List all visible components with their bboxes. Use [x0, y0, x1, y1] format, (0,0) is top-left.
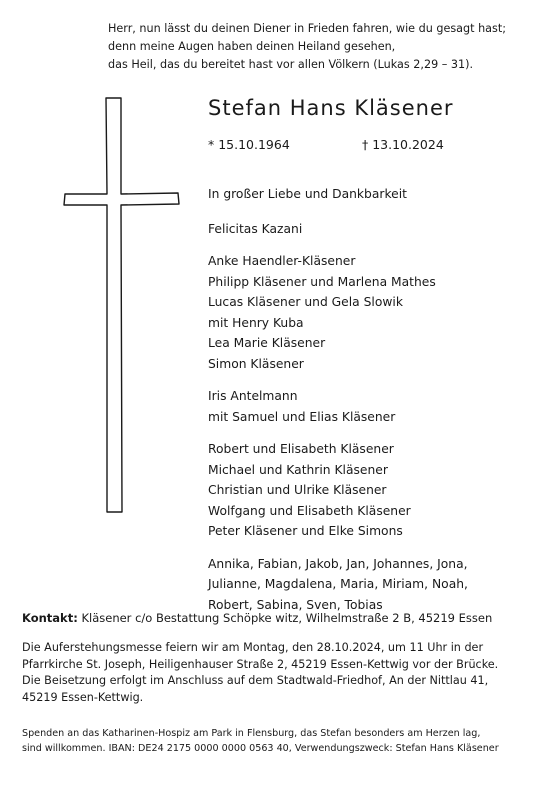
mourner-line: Iris Antelmann [208, 389, 298, 403]
donation-line: Spenden an das Katharinen-Hospiz am Park in Flensburg, das Stefan besonders am Herzen lag, [22, 728, 481, 739]
verse-line-3: das Heil, das du bereitet hast vor allen Völkern (Lukas 2,29 – 31). [108, 58, 474, 71]
mourner-line: mit Henry Kuba [208, 315, 304, 330]
mourner-line: Robert und Elisabeth Kläsener [208, 442, 394, 456]
contact-text: Kläsener c/o Bestattung Schöpke witz, Wilhelmstraße 2 B, 45219 Essen [77, 611, 493, 625]
mourner-line: Christian und Ulrike Kläsener [208, 483, 387, 497]
mourner-line: Wolfgang und Elisabeth Kläsener [208, 503, 411, 518]
mourner-line: Simon Kläsener [208, 356, 304, 371]
service-line: 45219 Essen-Kettwig. [22, 690, 144, 704]
mourner-line: Peter Kläsener und Elke Simons [208, 524, 403, 538]
donation-info [22, 727, 542, 756]
mourner-line: Julianne, Magdalena, Maria, Miriam, Noah, [208, 577, 468, 591]
mourner-line: Lea Marie Kläsener [208, 336, 326, 350]
mourner-group [208, 386, 538, 427]
mourner-group [208, 219, 538, 240]
bible-verse [108, 20, 528, 74]
service-info [22, 640, 542, 706]
cross-icon [62, 96, 182, 516]
donation-line: sind willkommen. IBAN: DE24 2175 0000 0000 0563 40, Verwendungszweck: Stefan Hans Kläsener [22, 742, 499, 754]
mourner-line: Lucas Kläsener und Gela Slowik [208, 295, 403, 309]
mourner-line: Felicitas Kazani [208, 221, 303, 236]
mourner-line: Anke Haendler-Kläsener [208, 254, 356, 268]
contact-label: Kontakt: [22, 611, 78, 625]
service-line: Die Auferstehungsmesse feiern wir am Montag, den 28.10.2024, um 11 Uhr in der [22, 641, 484, 654]
birth-date: * 15.10.1964 [208, 137, 290, 152]
mourner-group [208, 251, 538, 374]
verse-line-1: Herr, nun lässt du deinen Diener in Frieden fahren, wie du gesagt hast; [108, 22, 507, 35]
mourner-group [208, 554, 538, 616]
service-line: Die Beisetzung erfolgt im Anschluss auf dem Stadtwald-Friedhof, An der Nittlau 41, [22, 674, 489, 687]
mourner-line: mit Samuel und Elias Kläsener [208, 409, 396, 424]
death-date: † 13.10.2024 [362, 137, 444, 152]
mourners-list [208, 184, 538, 627]
mourner-line: Annika, Fabian, Jakob, Jan, Johannes, Jona, [208, 556, 468, 571]
mourner-group [208, 439, 538, 542]
dedication-line: In großer Liebe und Dankbarkeit [208, 187, 407, 201]
contact-line [22, 611, 492, 625]
mourner-line: Robert, Sabina, Sven, Tobias [208, 597, 383, 612]
deceased-name: Stefan Hans Kläsener [208, 96, 454, 120]
mourner-line: Michael und Kathrin Kläsener [208, 462, 388, 477]
mourner-line: Philipp Kläsener und Marlena Mathes [208, 274, 436, 289]
service-line: Pfarrkirche St. Joseph, Heiligenhauser Straße 2, 45219 Essen-Kettwig vor der Brücke. [22, 657, 499, 671]
verse-line-2: denn meine Augen haben deinen Heiland gesehen, [108, 40, 396, 53]
